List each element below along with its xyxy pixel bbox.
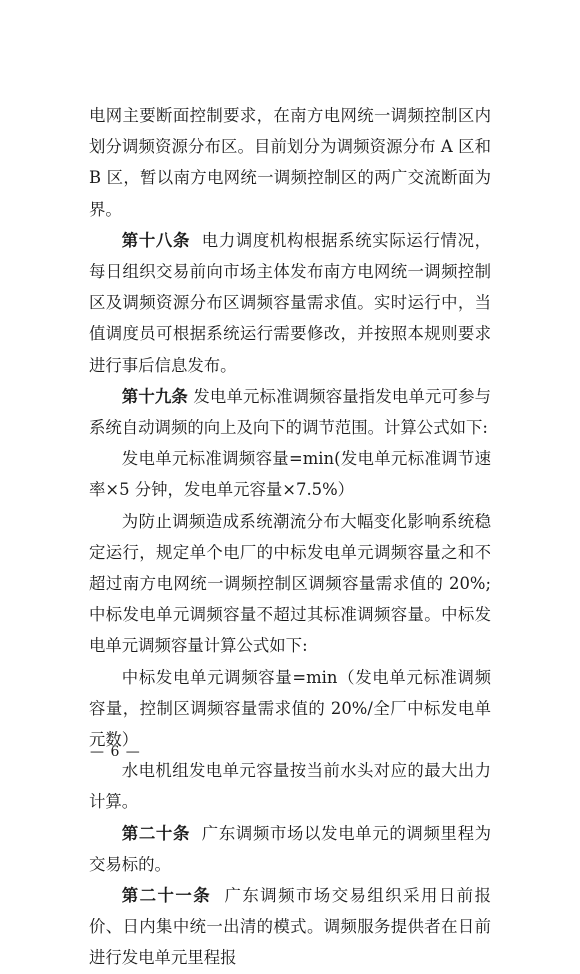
article-heading: 第十八条 [121, 230, 191, 250]
paragraph-continuation [89, 100, 491, 225]
article-text: 广东调频市场交易组织采用日前报价、日内集中统一出清的模式。调频服务提供者在日前进行发电单元里程报 [89, 886, 492, 968]
article-text: 电力调度机构根据系统实际运行情况，每日组织交易前向市场主体发布南方电网统一调频控制区及调频资源分布区调频容量需求值。实时运行中，当值调度员可根据系统运行需要修改，并按照本规则要求进行事后信息发布。 [89, 230, 492, 375]
formula-awarded-capacity [89, 662, 491, 756]
article-19 [89, 381, 491, 443]
article-heading: 第十九条 [121, 386, 188, 406]
paragraph-hydro [89, 755, 491, 817]
formula-text: 发电单元标准调频容量=min(发电单元标准调节速率×5 分钟，发电单元容量×7.5%） [89, 449, 491, 500]
formula-text: 中标发电单元调频容量=min（发电单元标准调频容量，控制区调频容量需求值的 20%/全厂中标发电单元数） [89, 667, 491, 750]
page-number: — 6 — [90, 744, 141, 760]
paragraph-text: 水电机组发电单元容量按当前水头对应的最大出力计算。 [89, 761, 491, 812]
paragraph-text: 为防止调频造成系统潮流分布大幅变化影响系统稳定运行，规定单个电厂的中标发电单元调频容量之和不超过南方电网统一调频控制区调频容量需求值的 20%;中标发电单元调频容量不超过其标准调频容量。中标发电单元调频容量计算公式如下: [89, 511, 491, 656]
document-body [89, 100, 491, 974]
article-heading: 第二十一条 [121, 886, 212, 906]
article-text: 发电单元标准调频容量指发电单元可参与系统自动调频的向上及向下的调节范围。计算公式如下: [89, 386, 492, 438]
article-text: 广东调频市场以发电单元的调频里程为交易标的。 [89, 823, 492, 874]
article-18 [89, 225, 491, 381]
paragraph-text: 电网主要断面控制要求，在南方电网统一调频控制区内划分调频资源分布区。目前划分为调频资源分布 A 区和 B 区，暂以南方电网统一调频控制区的两广交流断面为界。 [89, 106, 491, 219]
formula-standard-capacity [89, 443, 491, 505]
article-20 [89, 818, 491, 880]
article-21 [89, 880, 491, 974]
article-heading: 第二十条 [121, 823, 191, 843]
paragraph-capacity-limit [89, 506, 491, 662]
